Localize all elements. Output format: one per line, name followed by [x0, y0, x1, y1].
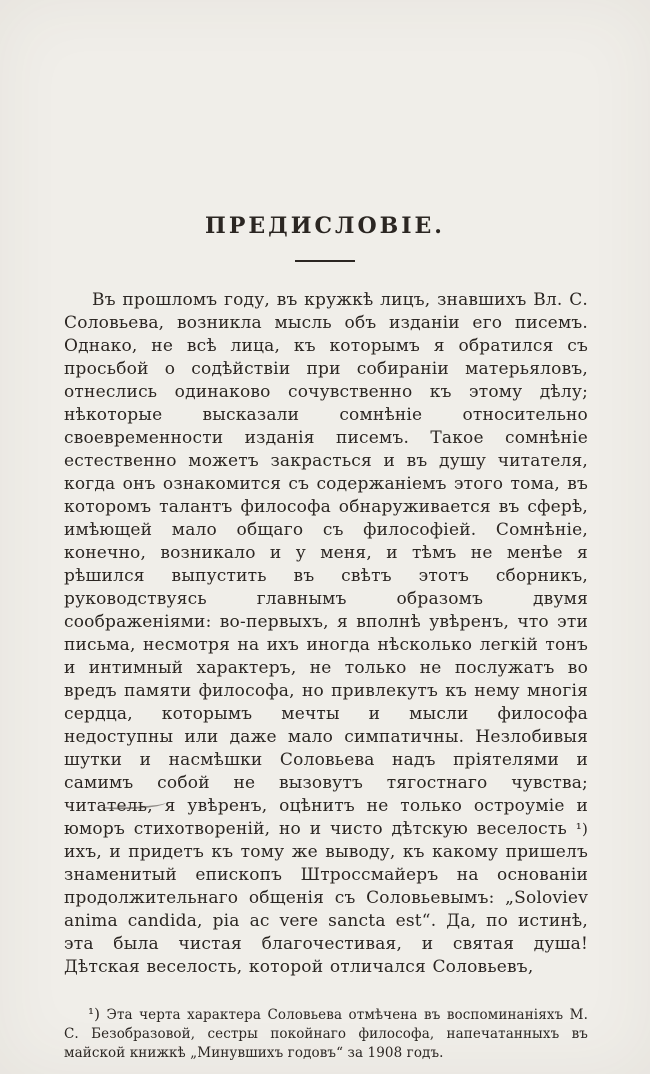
footnote-text: Эта черта характера Соловьева отмѣчена въ воспоминаніяхъ М. С. Безобразовой, сестры покойнаго философа, напечатанныхъ въ майской книжкѣ „Минувшихъ годовъ“ за 1908 годъ. — [64, 1007, 588, 1061]
footnote-reference: ¹) — [575, 820, 588, 838]
footnote-marker: ¹) — [88, 1005, 101, 1023]
footnote-block — [64, 1005, 588, 1063]
paragraph-text-before-ref: Въ прошломъ году, въ кружкѣ лицъ, знавшихъ Вл. С. Соловьева, возникла мысль объ изданіи его писемъ. Однако, не всѣ лица, къ которымъ я обратился съ просьбой о содѣйствіи при собираніи матерьяловъ, отнеслись одинаково сочувственно къ этому дѣлу; нѣкоторые высказали сомнѣніе относительно своевременности изданія писемъ. Такое сомнѣніе естественно можетъ закрасться и въ душу читателя, когда онъ ознакомится съ содержаніемъ этого тома, въ которомъ талантъ философа обнаруживается въ сферѣ, имѣющей мало общаго съ философіей. Сомнѣніе, конечно, возникало и у меня, и тѣмъ не менѣе я рѣшился выпустить въ свѣтъ этотъ сборникъ, руководствуясь главнымъ образомъ двумя соображеніями: во-первыхъ, я вполнѣ увѣренъ, что эти письма, несмотря на ихъ иногда нѣсколько легкій тонъ и интимный характеръ, не только не послужатъ во вредъ памяти философа, но привлекутъ къ нему многія сердца, которымъ мечты и мысли философа недоступны или даже мало симпатичны. Незлобивыя шутки и насмѣшки Соловьева надъ пріятелями и самимъ собой не вызовутъ тягостнаго чувства; читатель, я увѣренъ, оцѣнитъ не только остроуміе и юморъ стихотвореній, но и чисто дѣтскую веселость — [64, 290, 588, 839]
page-title: ПРЕДИСЛОВІЕ. — [205, 213, 445, 239]
paragraph-text-after-ref: ихъ, и придетъ къ тому же выводу, къ какому пришелъ знаменитый епископъ Штроссмайеръ на основаніи продолжительнаго общенія съ Соловьевымъ: „Soloviev anima candida, pia ac vere sancta est“. Да, по истинѣ, эта была чистая благочестивая, и святая душа! Дѣтская веселость, которой отличался Соловьевъ, — [64, 842, 588, 977]
preface-paragraph — [64, 289, 588, 979]
title-divider — [295, 260, 355, 262]
